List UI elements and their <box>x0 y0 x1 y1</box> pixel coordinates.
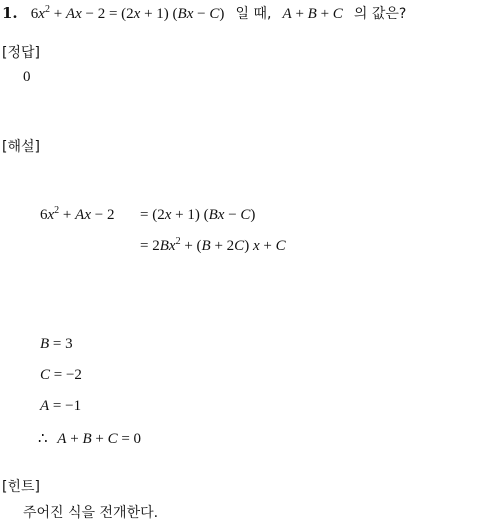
question-when-text: 일 때, <box>235 6 272 22</box>
answer-value: 0 <box>23 69 31 85</box>
hint-label: [힌트] <box>2 479 40 495</box>
result-a <box>40 398 81 415</box>
result-b-value: = 3 <box>52 336 73 352</box>
result-b-var: B <box>40 336 50 352</box>
question-number: 1. <box>2 4 18 22</box>
answer-label: [정답] <box>2 45 40 61</box>
result-a-value: = −1 <box>52 398 82 414</box>
result-c-var: C <box>40 367 51 383</box>
result-c-value: = −2 <box>53 367 82 383</box>
result-c <box>40 367 82 384</box>
conclusion-expression: A + B + C = 0 <box>57 431 142 447</box>
explanation-label: [해설] <box>2 139 40 155</box>
result-b <box>40 336 73 353</box>
question-ask-text: 의 값은? <box>353 6 407 22</box>
question-sum-expression: A + B + C <box>282 6 343 22</box>
conclusion <box>38 429 141 448</box>
therefore-symbol: ∴ <box>38 431 48 447</box>
hint-text: 주어진 식을 전개한다. <box>23 505 159 521</box>
result-a-var: A <box>40 398 50 414</box>
explanation-line2-rhs: = $2Bx^2 + (B + 2C) x + C$ <box>140 236 286 254</box>
explanation-line1-lhs: $6x^2 + Ax - 2$ <box>40 205 115 223</box>
explanation-line1-rhs: = (2x + 1) (Bx − C) <box>140 207 256 223</box>
question-equation: $6x^2 + Ax - 2 = (2x + 1) (Bx - C)$ <box>30 4 225 22</box>
question-line <box>2 3 406 23</box>
